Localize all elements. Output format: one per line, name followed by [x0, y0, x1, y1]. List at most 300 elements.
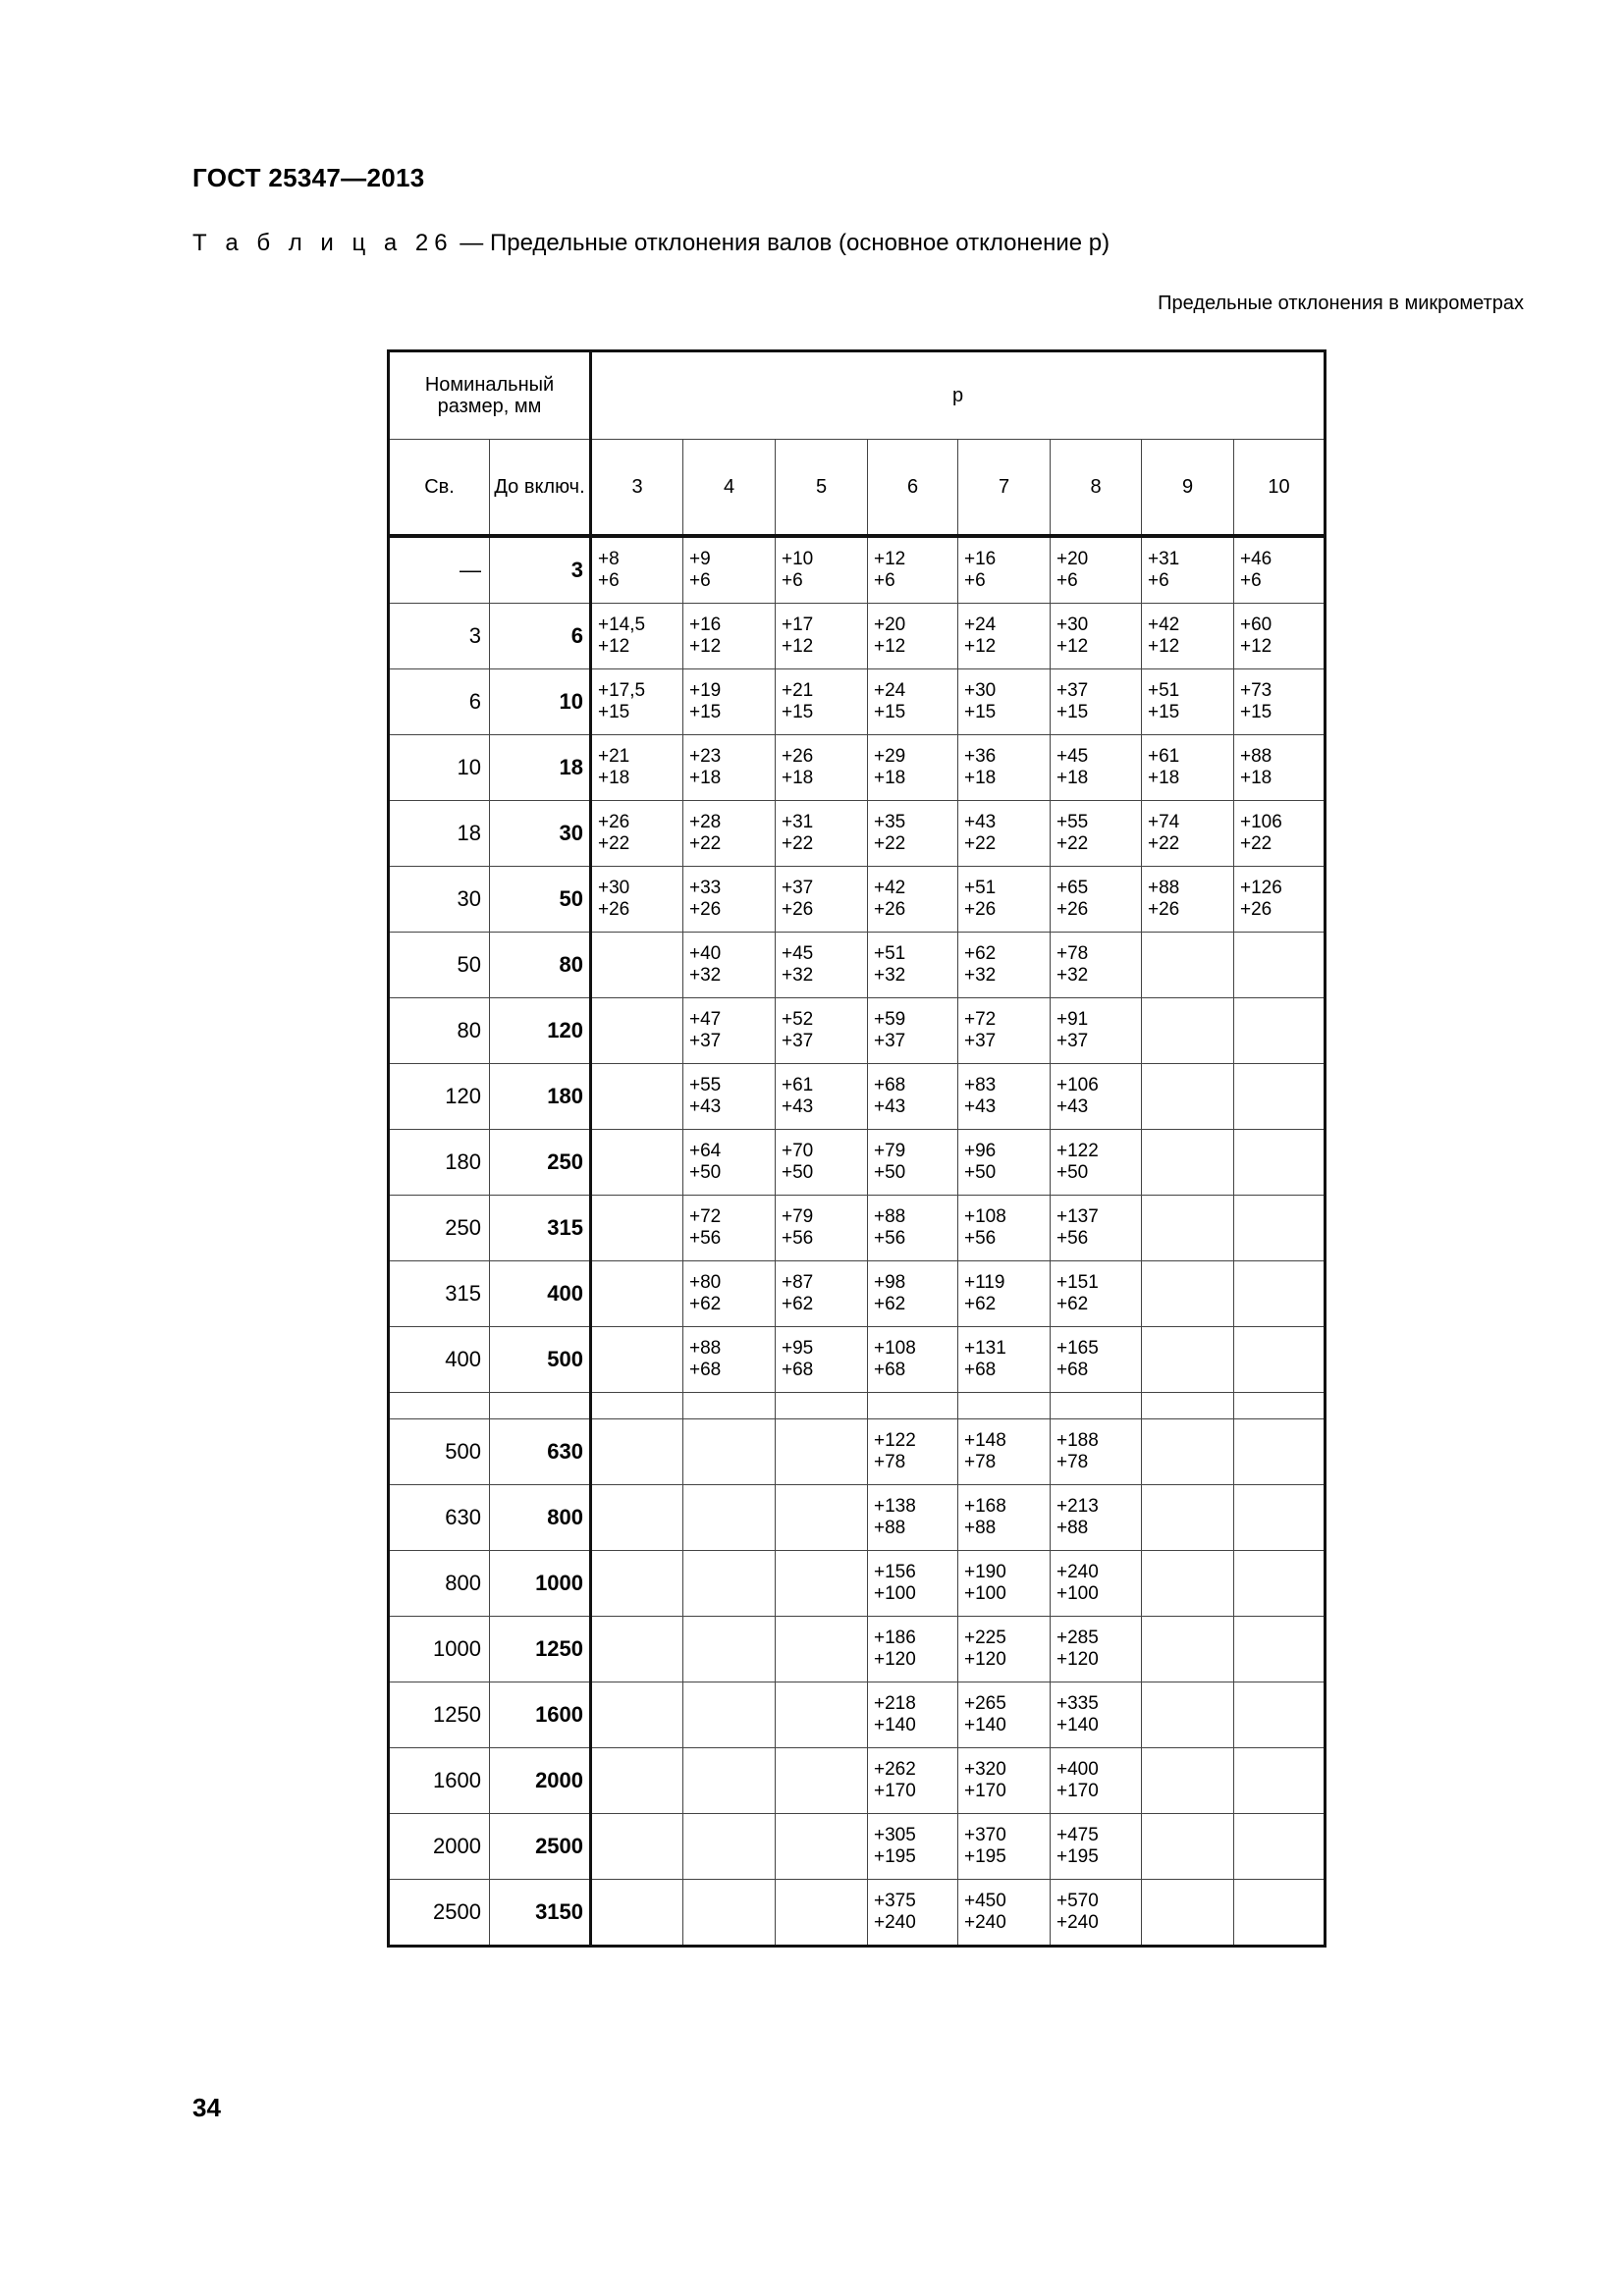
- upper-deviation: +19: [689, 680, 722, 701]
- upper-deviation: +26: [782, 746, 814, 767]
- lower-deviation: +56: [874, 1228, 906, 1249]
- deviation-cell: [776, 1551, 868, 1617]
- deviation-cell: [1142, 1419, 1234, 1485]
- deviation-cell: [1234, 1814, 1326, 1880]
- deviation-cell: [1234, 604, 1326, 669]
- grade-header: 9: [1142, 440, 1234, 537]
- upper-deviation: +23: [689, 746, 722, 767]
- deviation-cell: [958, 801, 1051, 867]
- table-row: [389, 1748, 1326, 1814]
- size-from-cell: 500: [389, 1419, 490, 1485]
- lower-deviation: +6: [1240, 570, 1262, 591]
- lower-deviation: +240: [1056, 1912, 1099, 1933]
- deviation-cell: [1234, 1130, 1326, 1196]
- deviation-cell: [1234, 801, 1326, 867]
- lower-deviation: +26: [874, 899, 906, 920]
- upper-deviation: +119: [964, 1272, 1005, 1293]
- deviation-cell: [683, 1682, 776, 1748]
- lower-deviation: +43: [782, 1096, 814, 1117]
- lower-deviation: +18: [874, 768, 906, 788]
- header-row-1: [389, 351, 1326, 440]
- deviation-cell: [1142, 1748, 1234, 1814]
- upper-deviation: +156: [874, 1562, 916, 1582]
- deviation-cell: [958, 669, 1051, 735]
- lower-deviation: +18: [1148, 768, 1180, 788]
- gap-cell: [683, 1393, 776, 1419]
- header-row-2: [389, 440, 1326, 537]
- upper-deviation: +61: [1148, 746, 1180, 767]
- table-caption-text: — Предельные отклонения валов (основное отклонение p): [453, 230, 1110, 256]
- upper-deviation: +285: [1056, 1628, 1099, 1648]
- deviation-cell: [683, 536, 776, 604]
- upper-deviation: +87: [782, 1272, 814, 1293]
- upper-deviation: +33: [689, 878, 722, 898]
- upper-deviation: +31: [1148, 549, 1180, 569]
- upper-deviation: +59: [874, 1009, 906, 1030]
- grade-header: 7: [958, 440, 1051, 537]
- upper-deviation: +262: [874, 1759, 916, 1780]
- gap-cell: [490, 1393, 591, 1419]
- lower-deviation: +68: [689, 1360, 722, 1380]
- upper-deviation: +60: [1240, 614, 1272, 635]
- deviation-cell: [776, 1196, 868, 1261]
- deviation-cell: [1142, 1880, 1234, 1947]
- upper-deviation: +29: [874, 746, 906, 767]
- lower-deviation: +32: [874, 965, 906, 986]
- lower-deviation: +56: [689, 1228, 722, 1249]
- table-row: [389, 1814, 1326, 1880]
- deviation-cell: [1234, 867, 1326, 933]
- deviation-cell: [958, 1130, 1051, 1196]
- upper-deviation: +8: [598, 549, 620, 569]
- lower-deviation: +18: [598, 768, 630, 788]
- deviation-cell: [591, 1485, 683, 1551]
- size-to-cell: 120: [490, 998, 591, 1064]
- deviation-cell: [683, 669, 776, 735]
- upper-deviation: +55: [1056, 812, 1089, 832]
- upper-deviation: +375: [874, 1891, 916, 1911]
- size-to-cell: 800: [490, 1485, 591, 1551]
- lower-deviation: +15: [689, 702, 722, 722]
- upper-deviation: +151: [1056, 1272, 1099, 1293]
- upper-deviation: +80: [689, 1272, 722, 1293]
- gap-cell: [1234, 1393, 1326, 1419]
- table-gap: [389, 1393, 1326, 1419]
- deviation-cell: [776, 1617, 868, 1682]
- upper-deviation: +30: [964, 680, 997, 701]
- size-header: Номинальный размер, мм: [389, 351, 591, 440]
- table-row: [389, 536, 1326, 604]
- deviation-cell: [683, 1551, 776, 1617]
- deviation-cell: [776, 1261, 868, 1327]
- size-from-cell: 250: [389, 1196, 490, 1261]
- size-to-cell: 2000: [490, 1748, 591, 1814]
- upper-deviation: +52: [782, 1009, 814, 1030]
- deviation-cell: [868, 1485, 958, 1551]
- upper-deviation: +79: [782, 1206, 814, 1227]
- deviation-cell: [958, 1617, 1051, 1682]
- size-to-cell: 400: [490, 1261, 591, 1327]
- size-to-cell: 315: [490, 1196, 591, 1261]
- deviation-cell: [1051, 1814, 1142, 1880]
- deviation-cell: [1051, 1419, 1142, 1485]
- deviation-cell: [776, 1130, 868, 1196]
- table-row: [389, 1327, 1326, 1393]
- size-from-cell: 120: [389, 1064, 490, 1130]
- lower-deviation: +120: [964, 1649, 1006, 1670]
- lower-deviation: +50: [1056, 1162, 1089, 1183]
- lower-deviation: +32: [1056, 965, 1089, 986]
- lower-deviation: +100: [1056, 1583, 1099, 1604]
- page-number: 34: [192, 2093, 221, 2122]
- deviation-cell: [591, 1617, 683, 1682]
- deviation-cell: [683, 1130, 776, 1196]
- upper-deviation: +70: [782, 1141, 814, 1161]
- lower-deviation: +15: [1056, 702, 1089, 722]
- lower-deviation: +22: [1240, 833, 1272, 854]
- table-row: [389, 1261, 1326, 1327]
- lower-deviation: +140: [874, 1715, 916, 1735]
- size-to-cell: 500: [490, 1327, 591, 1393]
- gap-cell: [776, 1393, 868, 1419]
- gap-cell: [591, 1393, 683, 1419]
- upper-deviation: +137: [1056, 1206, 1099, 1227]
- upper-deviation: +98: [874, 1272, 906, 1293]
- deviation-cell: [683, 735, 776, 801]
- lower-deviation: +140: [964, 1715, 1006, 1735]
- size-from-cell: 2000: [389, 1814, 490, 1880]
- deviation-cell: [591, 669, 683, 735]
- deviation-cell: [1234, 1748, 1326, 1814]
- lower-deviation: +195: [1056, 1846, 1099, 1867]
- deviation-cell: [1051, 867, 1142, 933]
- deviation-cell: [776, 933, 868, 998]
- to-header: До включ.: [490, 440, 591, 537]
- lower-deviation: +78: [964, 1452, 997, 1472]
- upper-deviation: +20: [1056, 549, 1089, 569]
- lower-deviation: +50: [689, 1162, 722, 1183]
- deviation-cell: [1234, 669, 1326, 735]
- lower-deviation: +22: [1056, 833, 1089, 854]
- lower-deviation: +6: [782, 570, 803, 591]
- size-from-cell: 180: [389, 1130, 490, 1196]
- size-to-cell: 3: [490, 536, 591, 604]
- upper-deviation: +20: [874, 614, 906, 635]
- upper-deviation: +218: [874, 1693, 916, 1714]
- lower-deviation: +240: [874, 1912, 916, 1933]
- size-from-cell: 6: [389, 669, 490, 735]
- table-head: [389, 351, 1326, 537]
- upper-deviation: +40: [689, 943, 722, 964]
- deviation-cell: [1142, 933, 1234, 998]
- upper-deviation: +96: [964, 1141, 997, 1161]
- size-from-cell: 80: [389, 998, 490, 1064]
- deviation-cell: [1142, 1261, 1234, 1327]
- size-from-cell: 3: [389, 604, 490, 669]
- lower-deviation: +62: [782, 1294, 814, 1314]
- lower-deviation: +26: [782, 899, 814, 920]
- upper-deviation: +106: [1056, 1075, 1099, 1095]
- size-from-cell: 1000: [389, 1617, 490, 1682]
- deviation-cell: [958, 604, 1051, 669]
- upper-deviation: +122: [874, 1430, 916, 1451]
- upper-deviation: +188: [1056, 1430, 1099, 1451]
- lower-deviation: +32: [689, 965, 722, 986]
- lower-deviation: +15: [874, 702, 906, 722]
- lower-deviation: +100: [874, 1583, 916, 1604]
- table-row: [389, 1064, 1326, 1130]
- deviation-cell: [591, 1419, 683, 1485]
- deviation-cell: [958, 933, 1051, 998]
- size-from-cell: 315: [389, 1261, 490, 1327]
- grade-header: 6: [868, 440, 958, 537]
- upper-deviation: +165: [1056, 1338, 1099, 1359]
- upper-deviation: +305: [874, 1825, 916, 1845]
- lower-deviation: +22: [1148, 833, 1180, 854]
- deviation-cell: [776, 604, 868, 669]
- deviation-cell: [1142, 1130, 1234, 1196]
- upper-deviation: +122: [1056, 1141, 1099, 1161]
- gap-cell: [1142, 1393, 1234, 1419]
- deviation-cell: [958, 1748, 1051, 1814]
- lower-deviation: +43: [964, 1096, 997, 1117]
- lower-deviation: +62: [964, 1294, 997, 1314]
- size-from-cell: 630: [389, 1485, 490, 1551]
- deviation-cell: [1142, 735, 1234, 801]
- deviation-cell: [591, 1064, 683, 1130]
- deviation-cell: [1234, 735, 1326, 801]
- table-row: [389, 1130, 1326, 1196]
- lower-deviation: +56: [782, 1228, 814, 1249]
- deviation-cell: [868, 1814, 958, 1880]
- upper-deviation: +14,5: [598, 614, 646, 635]
- size-to-cell: 180: [490, 1064, 591, 1130]
- lower-deviation: +6: [689, 570, 711, 591]
- upper-deviation: +240: [1056, 1562, 1099, 1582]
- upper-deviation: +370: [964, 1825, 1006, 1845]
- deviation-cell: [868, 536, 958, 604]
- upper-deviation: +21: [782, 680, 814, 701]
- deviation-cell: [591, 1682, 683, 1748]
- deviation-cell: [868, 1064, 958, 1130]
- deviation-cell: [683, 1327, 776, 1393]
- upper-deviation: +126: [1240, 878, 1282, 898]
- lower-deviation: +18: [689, 768, 722, 788]
- size-from-cell: 800: [389, 1551, 490, 1617]
- deviation-cell: [776, 1748, 868, 1814]
- deviation-cell: [868, 735, 958, 801]
- deviation-cell: [1051, 801, 1142, 867]
- deviation-cell: [1142, 669, 1234, 735]
- lower-deviation: +32: [782, 965, 814, 986]
- lower-deviation: +170: [1056, 1781, 1099, 1801]
- size-from-cell: 18: [389, 801, 490, 867]
- lower-deviation: +12: [964, 636, 997, 657]
- deviation-cell: [1142, 1814, 1234, 1880]
- size-to-cell: 2500: [490, 1814, 591, 1880]
- upper-deviation: +26: [598, 812, 630, 832]
- deviation-cell: [1051, 1064, 1142, 1130]
- upper-deviation: +21: [598, 746, 630, 767]
- deviation-cell: [1234, 933, 1326, 998]
- deviation-cell: [868, 867, 958, 933]
- lower-deviation: +68: [782, 1360, 814, 1380]
- size-from-cell: 1600: [389, 1748, 490, 1814]
- lower-deviation: +15: [782, 702, 814, 722]
- size-from-cell: 400: [389, 1327, 490, 1393]
- lower-deviation: +26: [689, 899, 722, 920]
- deviation-cell: [1051, 1682, 1142, 1748]
- upper-deviation: +74: [1148, 812, 1180, 832]
- upper-deviation: +72: [689, 1206, 722, 1227]
- size-to-cell: 80: [490, 933, 591, 998]
- lower-deviation: +6: [964, 570, 986, 591]
- lower-deviation: +37: [874, 1031, 906, 1051]
- deviation-cell: [776, 536, 868, 604]
- upper-deviation: +225: [964, 1628, 1006, 1648]
- lower-deviation: +68: [1056, 1360, 1089, 1380]
- deviation-table: [387, 349, 1326, 1948]
- size-to-cell: 1000: [490, 1551, 591, 1617]
- deviation-cell: [958, 1261, 1051, 1327]
- upper-deviation: +95: [782, 1338, 814, 1359]
- deviation-cell: [958, 998, 1051, 1064]
- lower-deviation: +68: [964, 1360, 997, 1380]
- deviation-cell: [776, 998, 868, 1064]
- size-to-cell: 250: [490, 1130, 591, 1196]
- lower-deviation: +37: [689, 1031, 722, 1051]
- deviation-cell: [868, 998, 958, 1064]
- deviation-cell: [591, 933, 683, 998]
- deviation-cell: [683, 1064, 776, 1130]
- size-to-cell: 1600: [490, 1682, 591, 1748]
- table-row: [389, 1551, 1326, 1617]
- deviation-cell: [958, 1327, 1051, 1393]
- lower-deviation: +37: [782, 1031, 814, 1051]
- upper-deviation: +88: [689, 1338, 722, 1359]
- deviation-cell: [776, 1814, 868, 1880]
- upper-deviation: +42: [874, 878, 906, 898]
- lower-deviation: +120: [1056, 1649, 1099, 1670]
- deviation-cell: [591, 867, 683, 933]
- upper-deviation: +37: [782, 878, 814, 898]
- deviation-cell: [1234, 1419, 1326, 1485]
- deviation-cell: [683, 1261, 776, 1327]
- upper-deviation: +30: [1056, 614, 1089, 635]
- lower-deviation: +22: [689, 833, 722, 854]
- upper-deviation: +83: [964, 1075, 997, 1095]
- deviation-cell: [1051, 669, 1142, 735]
- deviation-cell: [683, 1617, 776, 1682]
- upper-deviation: +190: [964, 1562, 1006, 1582]
- upper-deviation: +35: [874, 812, 906, 832]
- upper-deviation: +138: [874, 1496, 916, 1517]
- deviation-cell: [868, 1327, 958, 1393]
- deviation-cell: [1051, 1327, 1142, 1393]
- upper-deviation: +335: [1056, 1693, 1099, 1714]
- lower-deviation: +26: [1056, 899, 1089, 920]
- deviation-cell: [868, 933, 958, 998]
- lower-deviation: +195: [964, 1846, 1006, 1867]
- size-from-cell: 50: [389, 933, 490, 998]
- deviation-cell: [868, 1261, 958, 1327]
- upper-deviation: +320: [964, 1759, 1006, 1780]
- lower-deviation: +120: [874, 1649, 916, 1670]
- table-row: [389, 735, 1326, 801]
- gap-cell: [868, 1393, 958, 1419]
- upper-deviation: +213: [1056, 1496, 1099, 1517]
- deviation-cell: [958, 1485, 1051, 1551]
- deviation-cell: [958, 867, 1051, 933]
- deviation-cell: [1234, 1617, 1326, 1682]
- lower-deviation: +6: [1056, 570, 1078, 591]
- lower-deviation: +56: [1056, 1228, 1089, 1249]
- deviation-cell: [868, 1419, 958, 1485]
- deviation-cell: [1234, 1064, 1326, 1130]
- lower-deviation: +170: [964, 1781, 1006, 1801]
- upper-deviation: +45: [782, 943, 814, 964]
- upper-deviation: +24: [874, 680, 906, 701]
- deviation-cell: [683, 604, 776, 669]
- size-to-cell: 18: [490, 735, 591, 801]
- upper-deviation: +108: [964, 1206, 1006, 1227]
- lower-deviation: +18: [1056, 768, 1089, 788]
- deviation-cell: [683, 1814, 776, 1880]
- deviation-cell: [958, 536, 1051, 604]
- lower-deviation: +12: [1148, 636, 1180, 657]
- deviation-cell: [958, 1419, 1051, 1485]
- tolerance-header: p: [591, 351, 1326, 440]
- upper-deviation: +168: [964, 1496, 1006, 1517]
- lower-deviation: +22: [964, 833, 997, 854]
- table-row: [389, 1617, 1326, 1682]
- size-from-cell: —: [389, 536, 490, 604]
- upper-deviation: +55: [689, 1075, 722, 1095]
- upper-deviation: +51: [1148, 680, 1180, 701]
- upper-deviation: +16: [689, 614, 722, 635]
- deviation-cell: [591, 1327, 683, 1393]
- upper-deviation: +570: [1056, 1891, 1099, 1911]
- upper-deviation: +12: [874, 549, 906, 569]
- lower-deviation: +26: [1240, 899, 1272, 920]
- lower-deviation: +240: [964, 1912, 1006, 1933]
- lower-deviation: +43: [689, 1096, 722, 1117]
- deviation-cell: [1051, 1880, 1142, 1947]
- lower-deviation: +15: [964, 702, 997, 722]
- deviation-cell: [591, 536, 683, 604]
- upper-deviation: +400: [1056, 1759, 1099, 1780]
- deviation-cell: [1051, 1485, 1142, 1551]
- upper-deviation: +265: [964, 1693, 1006, 1714]
- lower-deviation: +68: [874, 1360, 906, 1380]
- upper-deviation: +51: [874, 943, 906, 964]
- grade-header: 4: [683, 440, 776, 537]
- deviation-cell: [958, 1814, 1051, 1880]
- upper-deviation: +78: [1056, 943, 1089, 964]
- deviation-cell: [591, 1130, 683, 1196]
- lower-deviation: +22: [782, 833, 814, 854]
- upper-deviation: +131: [964, 1338, 1006, 1359]
- lower-deviation: +6: [874, 570, 895, 591]
- deviation-cell: [591, 1551, 683, 1617]
- deviation-cell: [958, 1196, 1051, 1261]
- lower-deviation: +18: [964, 768, 997, 788]
- size-to-cell: 10: [490, 669, 591, 735]
- deviation-cell: [776, 669, 868, 735]
- deviation-cell: [1051, 1551, 1142, 1617]
- lower-deviation: +26: [1148, 899, 1180, 920]
- deviation-cell: [1051, 1261, 1142, 1327]
